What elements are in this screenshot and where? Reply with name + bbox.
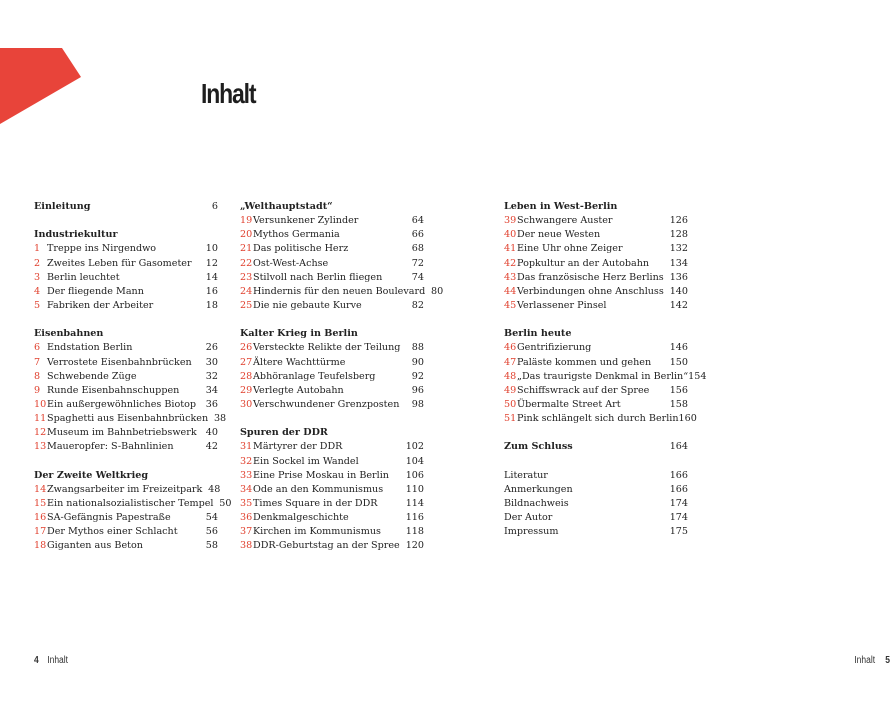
chapter-page: 66 — [411, 229, 424, 241]
chapter-title: Fabriken der Arbeiter — [47, 299, 154, 311]
chapter-number: 37 — [240, 526, 253, 538]
chapter-page: 68 — [411, 243, 424, 255]
section-heading — [504, 327, 688, 341]
chapter-page: 48 — [208, 483, 221, 495]
chapter-page: 114 — [405, 497, 424, 509]
chapter-page: 96 — [411, 384, 424, 396]
toc-entry — [34, 285, 218, 299]
chapter-number: 30 — [240, 398, 253, 410]
section-heading — [240, 327, 424, 341]
toc-entry — [240, 384, 424, 398]
chapter-number: 16 — [34, 512, 47, 524]
section-heading-title: Kalter Krieg in Berlin — [240, 328, 358, 340]
section-gap — [34, 214, 218, 228]
toc-entry — [504, 285, 688, 299]
toc-entry — [34, 384, 218, 398]
chapter-number: 19 — [240, 215, 253, 227]
chapter-page: 18 — [205, 299, 218, 311]
section-heading — [34, 469, 218, 483]
chapter-page: 174 — [669, 512, 688, 524]
chapter-number: 33 — [240, 469, 253, 481]
chapter-title: Berlin leuchtet — [47, 271, 120, 283]
footer-right-label: Inhalt — [854, 655, 876, 666]
chapter-page: 74 — [411, 271, 424, 283]
toc-entry — [240, 370, 424, 384]
section-gap — [34, 313, 218, 327]
toc-entry — [34, 257, 218, 271]
toc-entry — [34, 440, 218, 454]
chapter-number: 26 — [240, 342, 253, 354]
chapter-page: 120 — [405, 540, 424, 552]
chapter-page: 116 — [405, 512, 424, 524]
chapter-title: Der Autor — [504, 512, 553, 524]
chapter-title: Anmerkungen — [504, 483, 573, 495]
chapter-title: Schwebende Züge — [47, 370, 137, 382]
section-gap — [504, 455, 688, 469]
chapter-number: 46 — [504, 342, 517, 354]
chapter-number: 4 — [34, 285, 41, 297]
chapter-title: Die nie gebaute Kurve — [253, 299, 362, 311]
chapter-number: 8 — [34, 370, 41, 382]
toc-entry — [34, 242, 218, 256]
section-gap — [504, 426, 688, 440]
chapter-title: Ein Sockel im Wandel — [253, 455, 359, 467]
toc-entry — [240, 483, 424, 497]
chapter-title: Verlegte Autobahn — [253, 384, 344, 396]
chapter-title: Verlassener Pinsel — [517, 299, 607, 311]
chapter-number: 28 — [240, 370, 253, 382]
chapter-page: 34 — [205, 384, 218, 396]
chapter-number: 23 — [240, 271, 253, 283]
chapter-title: Paläste kommen und gehen — [517, 356, 652, 368]
toc-entry — [240, 299, 424, 313]
chapter-number: 12 — [34, 427, 47, 439]
chapter-number: 42 — [504, 257, 517, 269]
footer-left-page-number: 4 — [34, 655, 39, 666]
chapter-number: 10 — [34, 398, 47, 410]
chapter-page: 175 — [669, 526, 688, 538]
chapter-title: Kirchen im Kommunismus — [253, 526, 381, 538]
chapter-page: 150 — [669, 356, 688, 368]
chapter-number: 35 — [240, 497, 253, 509]
footer-right — [854, 655, 890, 666]
chapter-page: 146 — [669, 342, 688, 354]
section-heading-title: Industriekultur — [34, 229, 118, 241]
chapter-title: „Das traurigste Denkmal in Berlin“ — [517, 370, 689, 382]
chapter-page: 36 — [205, 398, 218, 410]
footer-right-page-number: 5 — [885, 655, 890, 666]
chapter-page: 102 — [405, 441, 424, 453]
chapter-title: Giganten aus Beton — [47, 540, 143, 552]
chapter-page: 154 — [688, 370, 707, 382]
chapter-number: 48 — [504, 370, 517, 382]
section-heading-title: Berlin heute — [504, 328, 572, 340]
section-heading — [504, 440, 688, 454]
chapter-title: Museum im Bahnbetriebswerk — [47, 427, 197, 439]
toc-entry — [504, 341, 688, 355]
toc-entry — [504, 384, 688, 398]
toc-entry — [34, 525, 218, 539]
section-heading-title: Spuren der DDR — [240, 427, 328, 439]
toc-entry — [34, 539, 218, 553]
toc-entry — [240, 242, 424, 256]
toc-entry — [34, 426, 218, 440]
chapter-number: 38 — [240, 540, 253, 552]
chapter-title: Spaghetti aus Eisenbahnbrücken — [47, 413, 209, 425]
toc-entry — [34, 356, 218, 370]
chapter-page: 140 — [669, 285, 688, 297]
toc-column-1 — [34, 200, 232, 554]
chapter-title: Verschwundener Grenzposten — [253, 398, 400, 410]
chapter-page: 166 — [669, 483, 688, 495]
chapter-number: 31 — [240, 441, 253, 453]
chapter-title: Popkultur an der Autobahn — [517, 257, 650, 269]
chapter-number: 44 — [504, 285, 517, 297]
section-heading-title: „Welthauptstadt“ — [240, 201, 333, 212]
toc-entry — [34, 398, 218, 412]
chapter-page: 12 — [205, 257, 218, 269]
chapter-number: 45 — [504, 299, 517, 311]
chapter-title: Endstation Berlin — [47, 342, 133, 354]
chapter-page: 32 — [205, 370, 218, 382]
chapter-page: 160 — [678, 413, 697, 425]
chapter-page: 110 — [405, 483, 424, 495]
section-heading — [34, 327, 218, 341]
toc-entry — [504, 469, 688, 483]
toc-entry — [504, 299, 688, 313]
chapter-number: 51 — [504, 413, 517, 425]
section-heading-title: Zum Schluss — [504, 441, 573, 453]
chapter-title: Der neue Westen — [517, 229, 601, 241]
chapter-page: 142 — [669, 299, 688, 311]
chapter-number: 25 — [240, 299, 253, 311]
chapter-number: 7 — [34, 356, 41, 368]
chapter-title: Literatur — [504, 469, 548, 481]
chapter-page: 92 — [411, 370, 424, 382]
chapter-title: Abhöranlage Teufelsberg — [253, 370, 376, 382]
chapter-page: 156 — [669, 384, 688, 396]
chapter-page: 10 — [205, 243, 218, 255]
chapter-page: 38 — [213, 413, 227, 425]
toc-column-3 — [504, 200, 707, 539]
section-heading — [240, 426, 424, 440]
chapter-title: Zwangsarbeiter im Freizeitpark — [47, 483, 203, 495]
chapter-page: 16 — [205, 285, 218, 297]
section-heading — [504, 200, 688, 214]
chapter-page: 118 — [405, 526, 424, 538]
chapter-number: 14 — [34, 483, 47, 495]
page-title: Inhalt — [201, 78, 256, 109]
chapter-title: Pink schlängelt sich durch Berlin — [517, 413, 679, 425]
chapter-page: 30 — [205, 356, 218, 368]
chapter-page: 14 — [205, 271, 218, 283]
chapter-title: Hindernis für den neuen Boulevard — [253, 285, 426, 297]
section-heading — [34, 200, 218, 214]
chapter-title: Ältere Wachttürme — [253, 356, 346, 368]
toc-entry — [240, 539, 424, 553]
chapter-title: Das politische Herz — [253, 243, 349, 255]
toc-entry — [504, 257, 688, 271]
chapter-number: 22 — [240, 257, 253, 269]
chapter-title: Verbindungen ohne Anschluss — [517, 285, 664, 297]
chapter-number: 32 — [240, 455, 253, 467]
chapter-title: Das französische Herz Berlins — [517, 271, 664, 283]
chapter-number: 20 — [240, 229, 253, 241]
toc-entry — [504, 242, 688, 256]
chapter-title: Versteckte Relikte der Teilung — [253, 342, 401, 354]
toc-entry — [504, 483, 688, 497]
chapter-title: Eine Prise Moskau in Berlin — [253, 469, 389, 481]
toc-entry — [240, 511, 424, 525]
chapter-page: 134 — [669, 257, 688, 269]
chapter-title: Ost-West-Achse — [253, 257, 329, 269]
toc-entry — [504, 412, 697, 426]
toc-entry — [240, 285, 444, 299]
chapter-number: 13 — [34, 441, 47, 453]
chapter-title: Der Mythos einer Schlacht — [47, 526, 178, 538]
chapter-number: 34 — [240, 483, 253, 495]
chapter-number: 29 — [240, 384, 253, 396]
toc-entry — [240, 341, 424, 355]
section-heading-title: Einleitung — [34, 201, 91, 212]
chapter-title: Stilvoll nach Berlin fliegen — [253, 271, 383, 283]
toc-entry — [504, 356, 688, 370]
section-heading-title: Der Zweite Weltkrieg — [34, 469, 149, 481]
chapter-page: 50 — [219, 497, 232, 509]
chapter-title: Ode an den Kommunismus — [253, 483, 384, 495]
chapter-page: 166 — [669, 469, 688, 481]
toc-entry — [504, 511, 688, 525]
chapter-title: Mythos Germania — [253, 229, 340, 241]
chapter-page: 158 — [669, 398, 688, 410]
chapter-page: 104 — [405, 455, 424, 467]
chapter-title: Zweites Leben für Gasometer — [47, 257, 192, 269]
toc-entry — [240, 455, 424, 469]
toc-entry — [240, 228, 424, 242]
chapter-title: Der fliegende Mann — [47, 285, 144, 297]
chapter-number: 40 — [504, 229, 517, 241]
chapter-title: Gentrifizierung — [517, 342, 592, 354]
chapter-title: Times Square in der DDR — [253, 497, 378, 509]
chapter-number: 9 — [34, 384, 41, 396]
chapter-number: 39 — [504, 215, 517, 227]
chapter-page: 56 — [205, 526, 218, 538]
chapter-page: 132 — [669, 243, 688, 255]
chapter-title: Märtyrer der DDR — [253, 441, 343, 453]
toc-entry — [240, 271, 424, 285]
chapter-title: Verrostete Eisenbahnbrücken — [47, 356, 192, 368]
chapter-number: 41 — [504, 243, 517, 255]
toc-entry — [240, 497, 424, 511]
chapter-number: 21 — [240, 243, 253, 255]
toc-entry — [504, 525, 688, 539]
toc-entry — [34, 370, 218, 384]
toc-entry — [504, 228, 688, 242]
toc-entry — [240, 469, 424, 483]
chapter-title: Treppe ins Nirgendwo — [47, 243, 157, 255]
toc-entry — [504, 370, 707, 384]
red-corner-shape — [0, 0, 82, 125]
chapter-number: 50 — [504, 398, 517, 410]
toc-entry — [34, 299, 218, 313]
chapter-page: 98 — [411, 398, 424, 410]
chapter-page: 26 — [205, 342, 218, 354]
chapter-page: 80 — [431, 285, 444, 297]
section-gap — [34, 455, 218, 469]
section-gap — [240, 412, 424, 426]
toc-entry — [34, 511, 218, 525]
chapter-title: SA-Gefängnis Papestraße — [47, 512, 171, 524]
toc-entry — [240, 356, 424, 370]
section-gap — [504, 313, 688, 327]
section-heading-page: 164 — [669, 441, 688, 453]
footer-left — [34, 655, 68, 666]
chapter-title: Maueropfer: S-Bahnlinien — [47, 441, 174, 453]
chapter-page: 174 — [669, 497, 688, 509]
chapter-page: 90 — [411, 356, 424, 368]
chapter-title: Runde Eisenbahnschuppen — [47, 384, 180, 396]
chapter-page: 40 — [205, 427, 218, 439]
toc-entry — [34, 271, 218, 285]
toc-entry — [240, 398, 424, 412]
toc-entry — [34, 341, 218, 355]
chapter-title: Denkmalgeschichte — [253, 512, 349, 524]
toc-column-2 — [240, 200, 444, 554]
toc-entry — [34, 412, 227, 426]
toc-entry — [34, 483, 221, 497]
chapter-number: 43 — [504, 271, 517, 283]
section-heading-page: 6 — [211, 201, 218, 212]
chapter-number: 1 — [34, 243, 41, 255]
chapter-number: 18 — [34, 540, 47, 552]
section-heading-title: Eisenbahnen — [34, 328, 104, 340]
chapter-number: 36 — [240, 512, 253, 524]
chapter-title: Ein nationalsozialistischer Tempel — [47, 497, 214, 509]
toc-entry — [240, 440, 424, 454]
chapter-page: 106 — [405, 469, 424, 481]
chapter-title: Eine Uhr ohne Zeiger — [517, 243, 623, 255]
chapter-number: 17 — [34, 526, 47, 538]
chapter-page: 136 — [669, 271, 688, 283]
chapter-number: 24 — [240, 285, 253, 297]
chapter-title: Schiffswrack auf der Spree — [517, 384, 650, 396]
chapter-title: Übermalte Street Art — [517, 398, 621, 410]
chapter-page: 64 — [411, 215, 424, 227]
chapter-page: 128 — [669, 229, 688, 241]
chapter-number: 6 — [34, 342, 41, 354]
chapter-number: 3 — [34, 271, 41, 283]
chapter-title: Ein außergewöhnliches Biotop — [47, 398, 197, 410]
chapter-page: 88 — [411, 342, 424, 354]
chapter-number: 11 — [34, 413, 47, 425]
chapter-title: Bildnachweis — [504, 497, 569, 509]
chapter-title: Impressum — [504, 526, 559, 538]
chapter-number: 5 — [34, 299, 41, 311]
section-heading — [240, 200, 424, 214]
chapter-page: 82 — [411, 299, 424, 311]
footer-left-label: Inhalt — [47, 655, 69, 666]
toc-entry — [504, 214, 688, 228]
chapter-page: 42 — [205, 441, 218, 453]
section-gap — [240, 313, 424, 327]
toc-entry — [240, 525, 424, 539]
chapter-number: 47 — [504, 356, 517, 368]
toc-entry — [240, 214, 424, 228]
chapter-page: 58 — [205, 540, 218, 552]
chapter-title: DDR-Geburtstag an der Spree — [253, 540, 400, 552]
section-heading-title: Leben in West-Berlin — [504, 201, 618, 212]
section-heading — [34, 228, 218, 242]
chapter-title: Schwangere Auster — [517, 215, 613, 227]
chapter-page: 126 — [669, 215, 688, 227]
chapter-title: Versunkener Zylinder — [253, 215, 359, 227]
chapter-number: 15 — [34, 497, 47, 509]
toc-entry — [504, 497, 688, 511]
toc-entry — [240, 257, 424, 271]
chapter-page: 54 — [205, 512, 218, 524]
chapter-page: 72 — [411, 257, 424, 269]
chapter-number: 49 — [504, 384, 517, 396]
toc-entry — [504, 271, 688, 285]
chapter-number: 27 — [240, 356, 253, 368]
toc-entry — [504, 398, 688, 412]
toc-entry — [34, 497, 232, 511]
chapter-number: 2 — [34, 257, 41, 269]
